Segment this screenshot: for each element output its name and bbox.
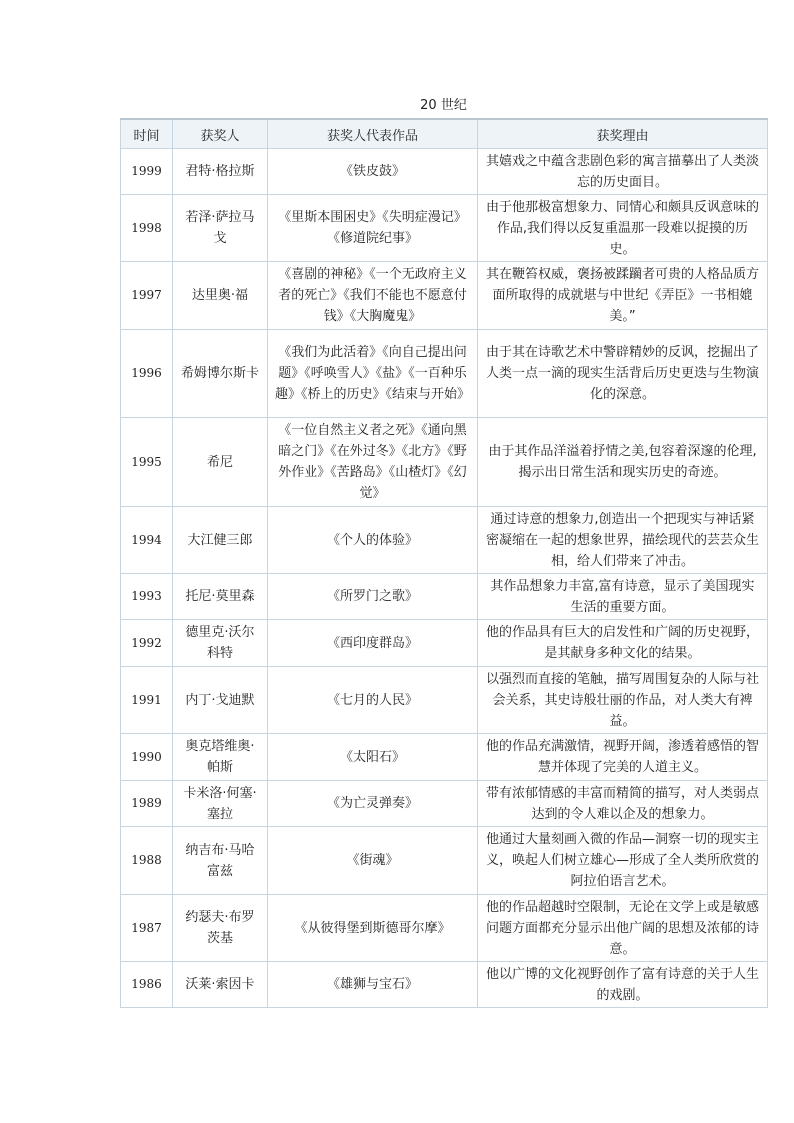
table-row — [121, 574, 768, 620]
reason-cell: 他的作品具有巨大的启发性和广阔的历史视野，是其献身多种文化的结果。 — [478, 620, 768, 667]
table-row — [121, 330, 768, 418]
year-cell: 1991 — [121, 667, 173, 734]
works-cell: 《街魂》 — [268, 827, 478, 895]
year-cell: 1999 — [121, 149, 173, 195]
winner-cell: 达里奥·福 — [173, 262, 268, 330]
winner-cell: 卡米洛·何塞·塞拉 — [173, 781, 268, 827]
table-row — [121, 418, 768, 507]
header-row — [121, 119, 768, 149]
winner-cell: 希尼 — [173, 418, 268, 507]
works-cell: 《个人的体验》 — [268, 507, 478, 574]
works-cell: 《七月的人民》 — [268, 667, 478, 734]
year-cell: 1993 — [121, 574, 173, 620]
header-time: 时间 — [121, 119, 173, 149]
table-row — [121, 781, 768, 827]
year-cell: 1989 — [121, 781, 173, 827]
year-cell: 1994 — [121, 507, 173, 574]
winner-cell: 大江健三郎 — [173, 507, 268, 574]
reason-cell: 由于其作品洋溢着抒情之美,包容着深邃的伦理,揭示出日常生活和现实历史的奇迹。 — [478, 418, 768, 507]
table-row — [121, 827, 768, 895]
table-row — [121, 507, 768, 574]
year-cell: 1996 — [121, 330, 173, 418]
works-cell: 《所罗门之歌》 — [268, 574, 478, 620]
works-cell: 《喜剧的神秘》《一个无政府主义者的死亡》《我们不能也不愿意付钱》《大胸魔鬼》 — [268, 262, 478, 330]
header-winner: 获奖人 — [173, 119, 268, 149]
table-row — [121, 149, 768, 195]
year-cell: 1986 — [121, 962, 173, 1008]
winner-cell: 沃莱·索因卡 — [173, 962, 268, 1008]
year-cell: 1990 — [121, 734, 173, 781]
winner-cell: 托尼·莫里森 — [173, 574, 268, 620]
reason-cell: 其嬉戏之中蕴含悲剧色彩的寓言描摹出了人类淡忘的历史面目。 — [478, 149, 768, 195]
reason-cell: 其作品想象力丰富,富有诗意，显示了美国现实生活的重要方面。 — [478, 574, 768, 620]
table-row — [121, 962, 768, 1008]
table-row — [121, 195, 768, 262]
winner-cell: 君特·格拉斯 — [173, 149, 268, 195]
works-cell: 《我们为此活着》《向自己提出问题》《呼唤雪人》《盐》《一百种乐趣》《桥上的历史》《结束与开始》 — [268, 330, 478, 418]
year-cell: 1995 — [121, 418, 173, 507]
table-row — [121, 895, 768, 962]
table-caption: 20 世纪 — [420, 98, 467, 113]
works-cell: 《太阳石》 — [268, 734, 478, 781]
reason-cell: 他以广博的文化视野创作了富有诗意的关于人生的戏剧。 — [478, 962, 768, 1008]
winner-cell: 约瑟夫·布罗茨基 — [173, 895, 268, 962]
works-cell: 《铁皮鼓》 — [268, 149, 478, 195]
year-cell: 1988 — [121, 827, 173, 895]
table-row — [121, 262, 768, 330]
table-row — [121, 667, 768, 734]
reason-cell: 由于其在诗歌艺术中警辟精妙的反讽，挖掘出了人类一点一滴的现实生活背后历史更迭与生物演化的深意。 — [478, 330, 768, 418]
works-cell: 《为亡灵弹奏》 — [268, 781, 478, 827]
reason-cell: 他通过大量刻画入微的作品—洞察一切的现实主义，唤起人们树立雄心—形成了全人类所欣赏的阿拉伯语言艺术。 — [478, 827, 768, 895]
year-cell: 1998 — [121, 195, 173, 262]
reason-cell: 通过诗意的想象力,创造出一个把现实与神话紧密凝缩在一起的想象世界，描绘现代的芸芸众生相，给人们带来了冲击。 — [478, 507, 768, 574]
winner-cell: 希姆博尔斯卡 — [173, 330, 268, 418]
year-cell: 1987 — [121, 895, 173, 962]
winner-cell: 纳吉布·马哈富兹 — [173, 827, 268, 895]
reason-cell: 以强烈而直接的笔触，描写周围复杂的人际与社会关系，其史诗般壮丽的作品，对人类大有裨益。 — [478, 667, 768, 734]
works-cell: 《一位自然主义者之死》《通向黑暗之门》《在外过冬》《北方》《野外作业》《苦路岛》《山楂灯》《幻觉》 — [268, 418, 478, 507]
reason-cell: 带有浓郁情感的丰富而精简的描写，对人类弱点达到的令人难以企及的想象力。 — [478, 781, 768, 827]
reason-cell: 他的作品充满激情，视野开阔，渗透着感悟的智慧并体现了完美的人道主义。 — [478, 734, 768, 781]
works-cell: 《里斯本围困史》《失明症漫记》《修道院纪事》 — [268, 195, 478, 262]
year-cell: 1997 — [121, 262, 173, 330]
reason-cell: 由于他那极富想象力、同情心和颇具反讽意味的作品,我们得以反复重温那一段难以捉摸的历史。 — [478, 195, 768, 262]
works-cell: 《从彼得堡到斯德哥尔摩》 — [268, 895, 478, 962]
header-reason: 获奖理由 — [478, 119, 768, 149]
year-cell: 1992 — [121, 620, 173, 667]
winner-cell: 若泽·萨拉马戈 — [173, 195, 268, 262]
table-row — [121, 734, 768, 781]
header-works: 获奖人代表作品 — [268, 119, 478, 149]
reason-cell: 其在鞭笞权威，褒扬被蹂躏者可贵的人格品质方面所取得的成就堪与中世纪《弄臣》一书相媲美。” — [478, 262, 768, 330]
table-row — [121, 620, 768, 667]
reason-cell: 他的作品超越时空限制，无论在文学上或是敏感问题方面都充分显示出他广阔的思想及浓郁的诗意。 — [478, 895, 768, 962]
nobel-laureates-table — [120, 118, 768, 1008]
winner-cell: 德里克·沃尔科特 — [173, 620, 268, 667]
works-cell: 《西印度群岛》 — [268, 620, 478, 667]
winner-cell: 奥克塔维奥·帕斯 — [173, 734, 268, 781]
works-cell: 《雄狮与宝石》 — [268, 962, 478, 1008]
winner-cell: 内丁·戈迪默 — [173, 667, 268, 734]
